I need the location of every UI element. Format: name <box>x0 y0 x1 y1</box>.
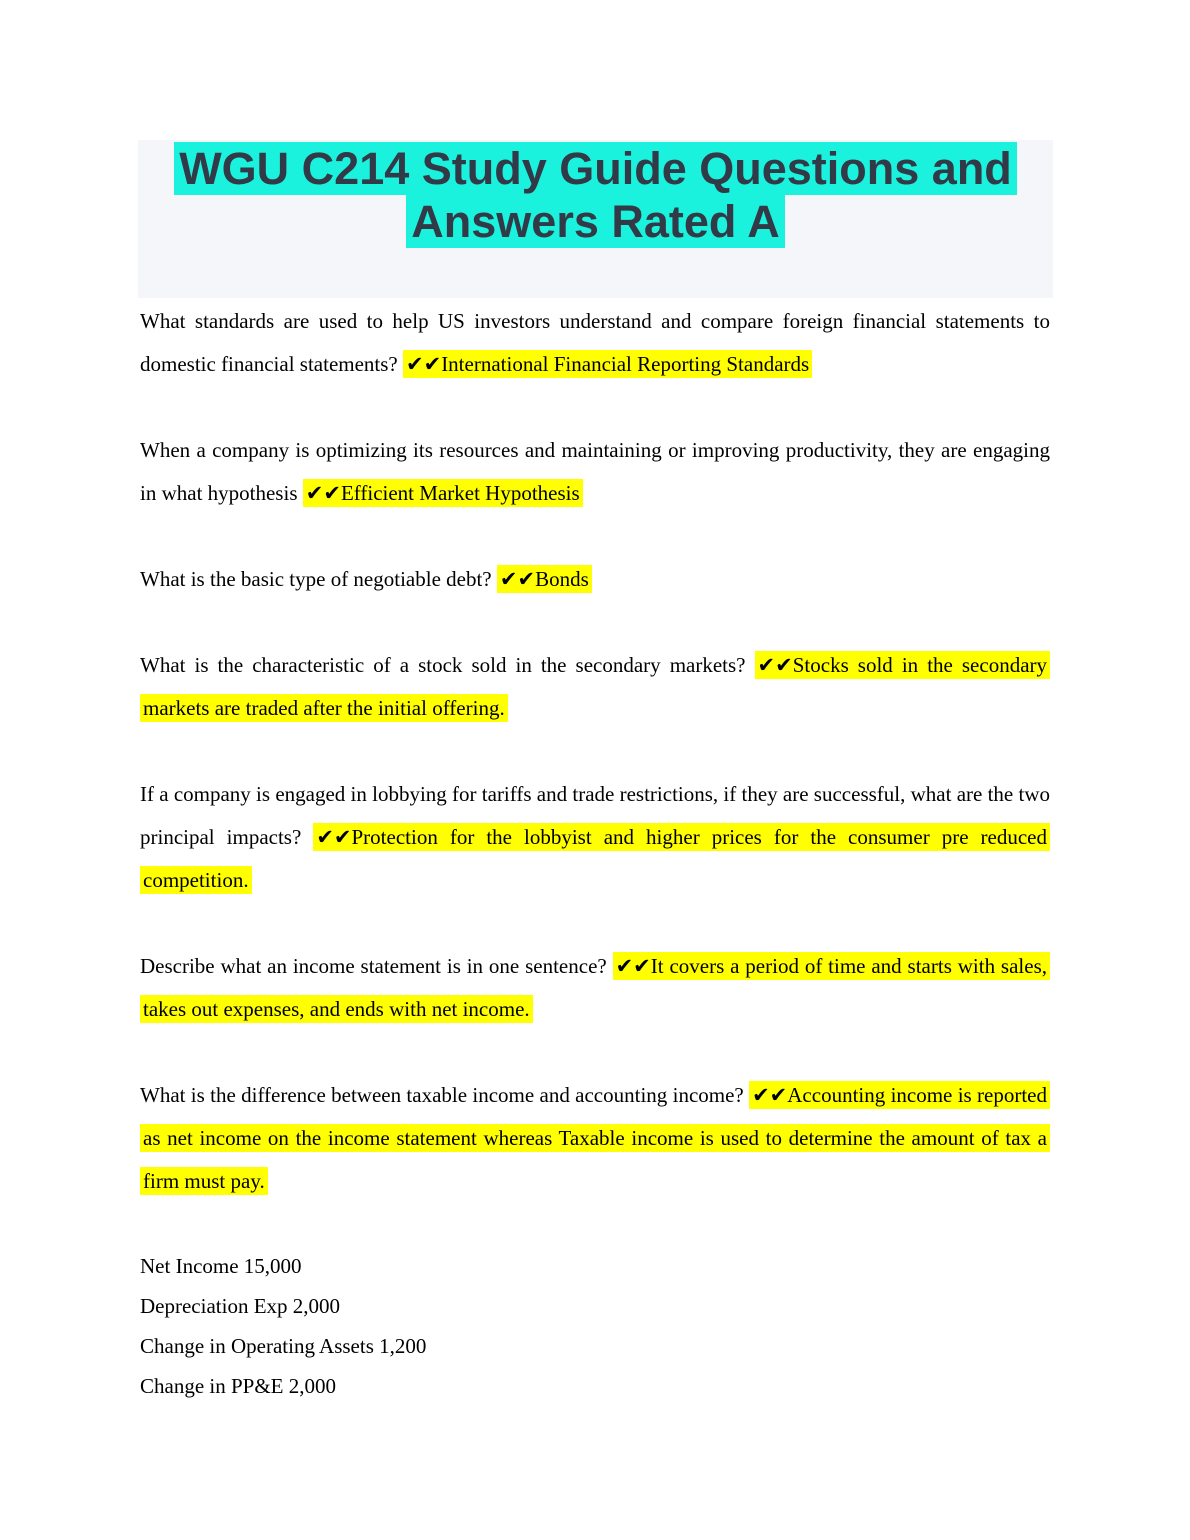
qa-paragraph <box>140 1074 1050 1203</box>
question-text: What is the basic type of negotiable debt? <box>140 567 497 591</box>
question-text: If a company is engaged in lobbying for tariffs and trade restrictions, if they are successful, what are the two principal impacts? <box>140 782 1050 849</box>
answer-highlight: ✔✔International Financial Reporting Standards <box>403 350 812 378</box>
document-body <box>140 298 1050 1406</box>
question-text: When a company is optimizing its resources and maintaining or improving productivity, they are engaging in what hypothesis <box>140 438 1050 505</box>
answer-highlight: ✔✔Efficient Market Hypothesis <box>303 479 583 507</box>
answer-highlight: ✔✔Protection for the lobbyist and higher prices for the consumer pre reduced competition. <box>140 823 1050 894</box>
accounting-line: Change in PP&E 2,000 <box>140 1374 337 1398</box>
accounting-line: Change in Operating Assets 1,200 <box>140 1334 427 1358</box>
answer-highlight: ✔✔Bonds <box>497 565 592 593</box>
title-highlighted-text: WGU C214 Study Guide Questions and Answers Rated A <box>174 142 1017 248</box>
qa-paragraph <box>140 644 1050 730</box>
accounting-line: Depreciation Exp 2,000 <box>140 1294 341 1318</box>
answer-highlight: ✔✔Stocks sold in the secondary markets are traded after the initial offering. <box>140 651 1050 722</box>
question-text: What is the characteristic of a stock sold in the secondary markets? <box>140 653 755 677</box>
qa-paragraph <box>140 773 1050 902</box>
question-text: What standards are used to help US investors understand and compare foreign financial statements to domestic financial statements? <box>140 309 1050 376</box>
qa-paragraph <box>140 945 1050 1031</box>
qa-paragraph <box>140 300 1050 386</box>
qa-paragraph <box>140 429 1050 515</box>
page-title <box>138 142 1053 248</box>
qa-paragraph <box>140 558 1050 601</box>
question-text: Describe what an income statement is in one sentence? <box>140 954 613 978</box>
title-band <box>138 140 1053 298</box>
question-text: What is the difference between taxable income and accounting income? <box>140 1083 750 1107</box>
answer-highlight: ✔✔Accounting income is reported as net income on the income statement whereas Taxable income is used to determine the amount of tax a firm must pay. <box>140 1081 1050 1195</box>
accounting-line: Net Income 15,000 <box>140 1254 302 1278</box>
answer-highlight: ✔✔It covers a period of time and starts with sales, takes out expenses, and ends with net income. <box>140 952 1050 1023</box>
accounting-lines <box>140 1246 1050 1406</box>
